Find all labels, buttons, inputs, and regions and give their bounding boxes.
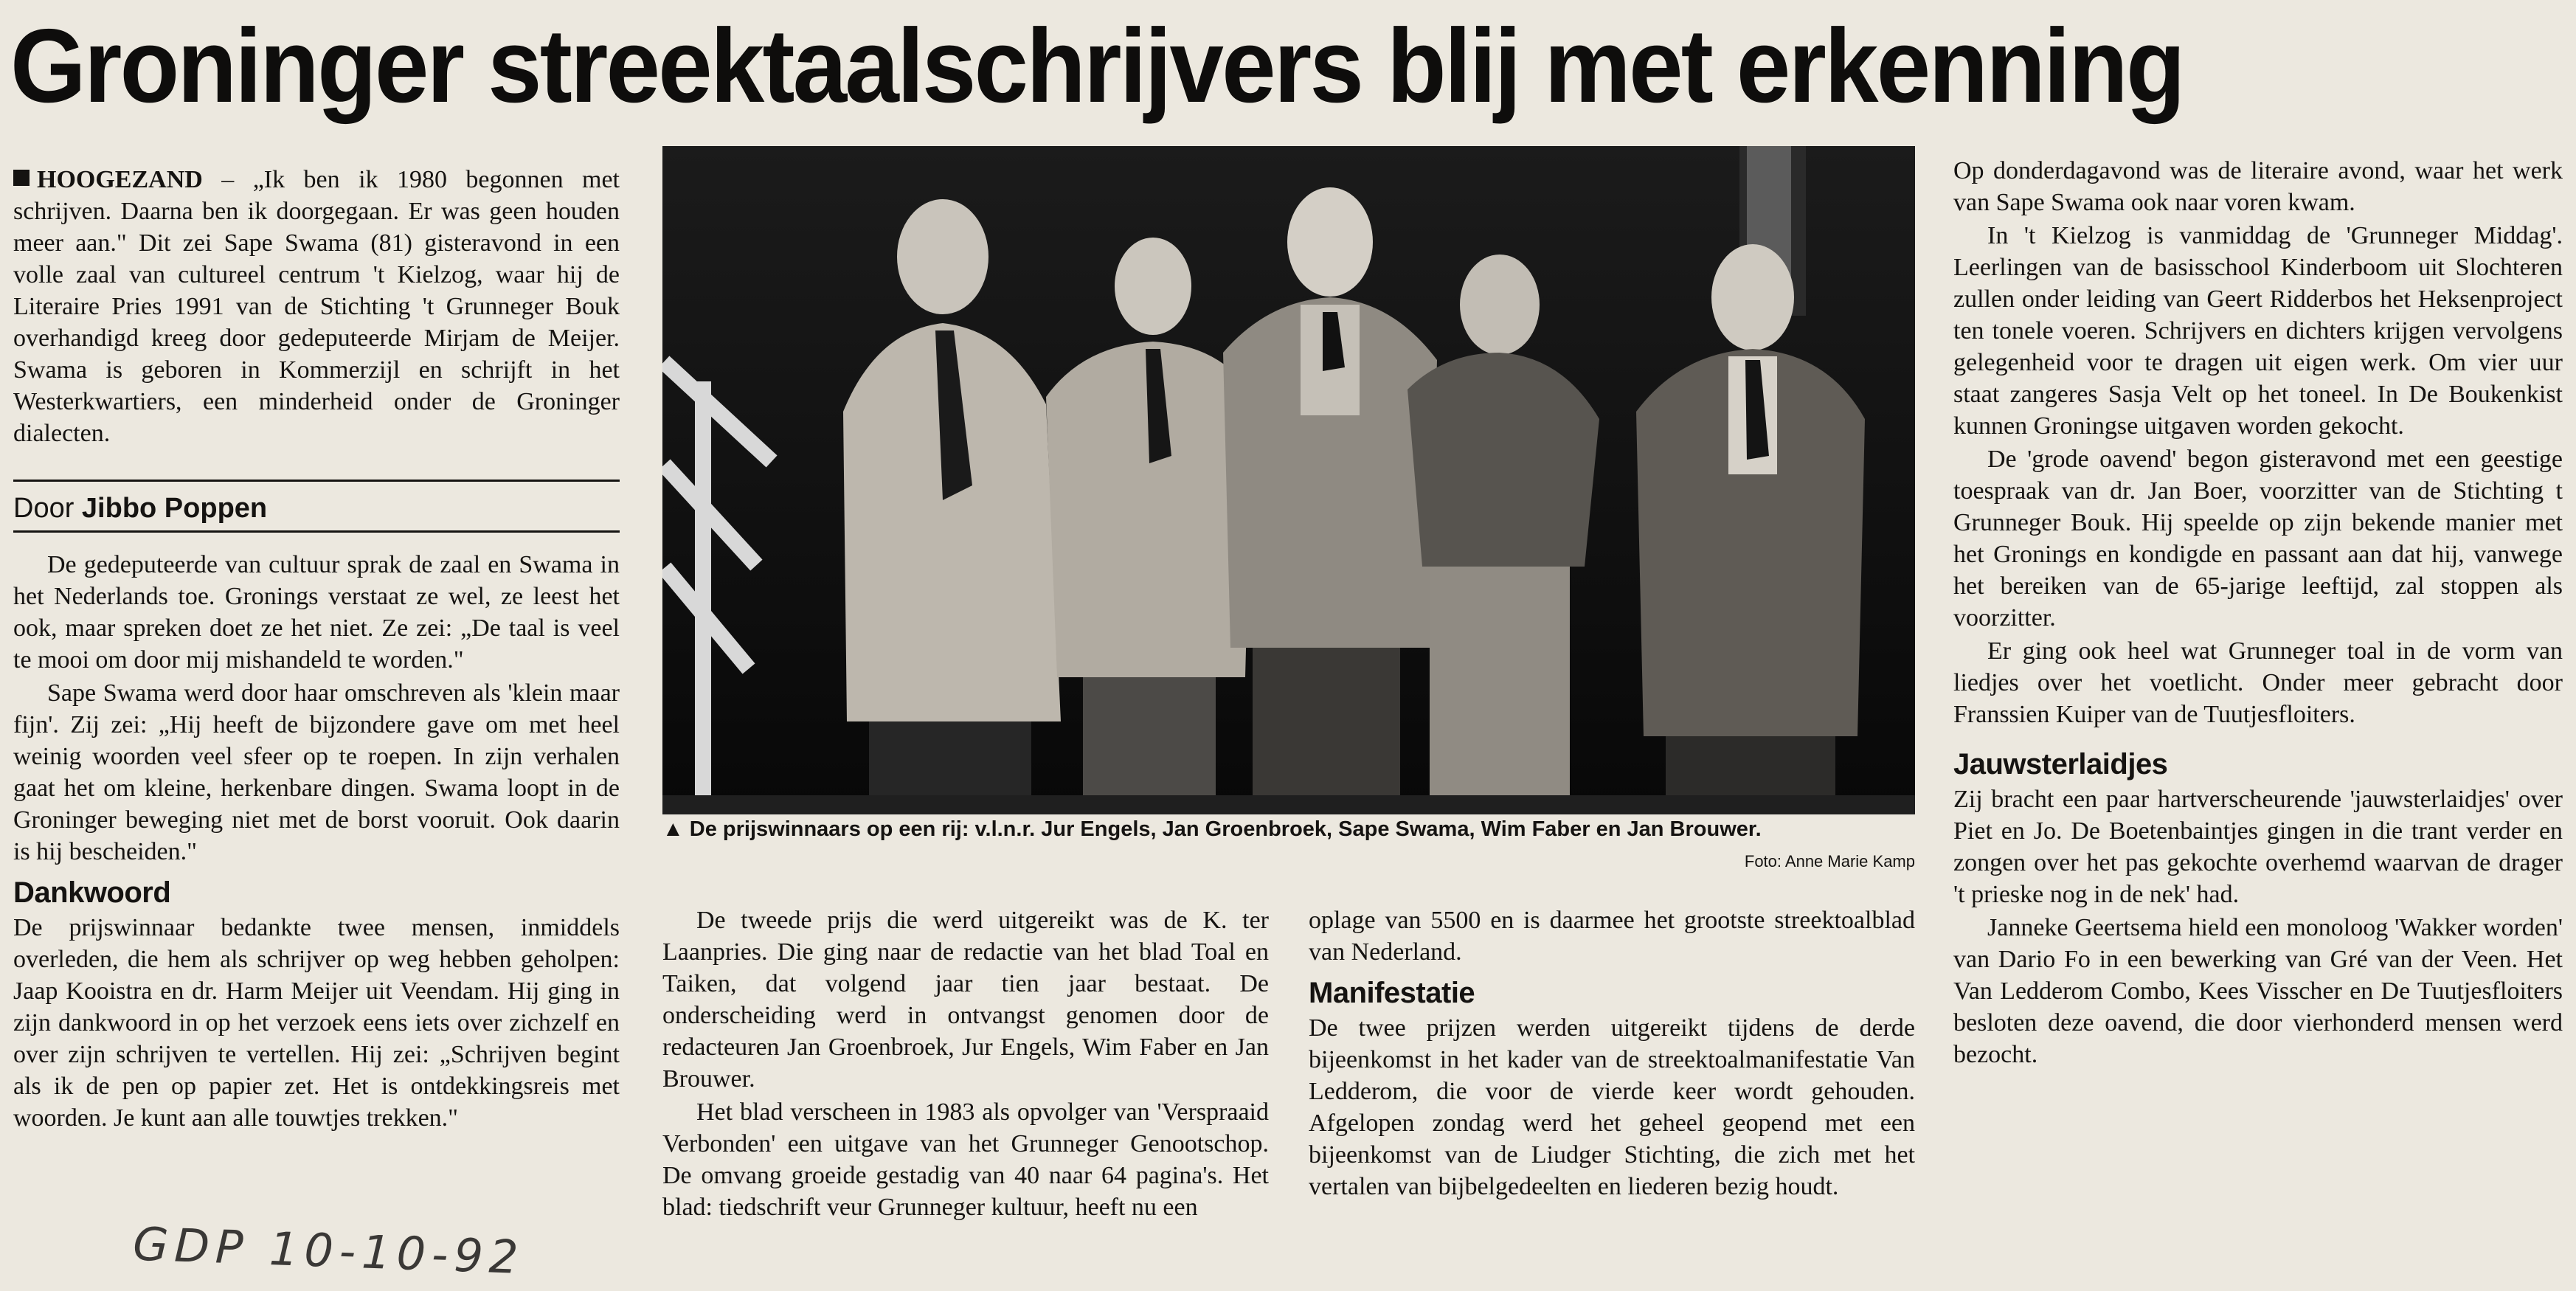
paragraph: In 't Kielzog is vanmiddag de 'Grunneger Middag'. Leerlingen van de basisschool Kinderboom uit Slochteren zullen onder leiding van Geert Ridderbos het Heksenproject ten tonele voeren. Schrijvers en dichters krijgen vervolgens gelegenheid voor te dragen uit eigen werk. Om vier uur staat zangeres Sasja Velt op het toneel. In De Boukenkist kunnen Groningse uitgaven worden gekocht. [1953, 222, 2563, 440]
photo-caption [662, 814, 1915, 878]
paragraph: De tweede prijs die werd uitgereikt was de K. ter Laanpries. Die ging naar de redactie van het blad Toal en Taiken, dat volgend jaar tien jaar bestaat. De onderscheiding werd in ontvangst genomen door de redacteuren Jan Groenbroek, Jur Engels, Wim Faber en Jan Brouwer. [662, 907, 1269, 1093]
subheading-jauwsterlaidjes: Jauwsterlaidjes [1953, 748, 2168, 781]
paragraph: Er ging ook heel wat Grunneger toal in de vorm van liedjes over het voetlicht. Onder meer gebracht door Franssien Kuiper van de Tuutjesfloiters. [1953, 637, 2563, 728]
paragraph: Op donderdagavond was de literaire avond, waar het werk van Sape Swama ook naar voren kwam. [1953, 157, 2563, 216]
dateline: HOOGEZAND [37, 166, 203, 193]
paragraph: Sape Swama werd door haar omschreven als 'klein maar fijn'. Zij zei: „Hij heeft de bijzondere gave om met heel weinig woorden veel sfeer op te roepen. In zijn verhalen gaat het om kleine, herkenbare dingen. Swama loopt in de Groninger beweging niet met de borst vooruit. Ook daarin is hij bescheiden." [13, 679, 620, 865]
intro-text: – „Ik ben ik 1980 begonnen met schrijven. Daarna ben ik doorgegaan. Er was geen houden meer aan." Dit zei Sape Swama (81) gisteravond in een volle zaal van cultureel centrum 't Kielzog, waar hij de Literaire Pries 1991 van de Stichting 't Grunneger Bouk overhandigd kreeg door gedeputeerde Mirjam de Meijer. Swama is geboren in Kommerzijl en schrijft in het Westerkwartiers, een minderheid onder de Groninger dialecten. [13, 166, 620, 447]
column-1-body [13, 549, 620, 1220]
column-4 [1953, 155, 2563, 1225]
byline-prefix: Door [13, 493, 82, 524]
photo-credit: Foto: Anne Marie Kamp [1744, 852, 1915, 871]
paragraph: De prijswinnaar bedankte twee mensen, inmiddels overleden, die hem als schrijver op weg hebben geholpen: Jaap Kooistra en dr. Harm Meijer uit Veendam. Hij ging in zijn dankwoord in op het verzoek eens iets over zichzelf en over zijn schrijven te vertellen. Hij zei: „Schrijven begint als ik de pen op papier zet. Het is ontdekkingsreis met woorden. Je kunt aan alle touwtjes trekken." [13, 914, 620, 1132]
byline-author: Jibbo Poppen [81, 493, 268, 524]
group-photo [662, 146, 1915, 814]
paragraph: De twee prijzen werden uitgereikt tijdens de derde bijeenkomst in het kader van de streektoalmanifestatie Van Ledderom, die voor de vierde keer wordt gehouden. Afgelopen zondag werd het geheel geopend met een bijeenkomst van de Liudger Stichting, die zich met het vertalen van bijbelgedeelten en liederen bezig houdt. [1309, 1014, 1915, 1200]
headline: Groninger streektaalschrijvers blij met erkenning [10, 7, 2184, 125]
paragraph: De 'grode oavend' begon gisteravond met een geestige toespraak van dr. Jan Boer, voorzitter van de Stichting t Grunneger Bouk. Hij speelde op zijn bekende manier met het Gronings en kondigde en passant aan dat hij, vanwege het bereiken van de 65-jarige leeftijd, zal stoppen als voorzitter. [1953, 446, 2563, 631]
intro-paragraph [13, 164, 620, 449]
paragraph: De gedeputeerde van cultuur sprak de zaal en Swama in het Nederlands toe. Gronings verstaat ze wel, ze leest het ook, maar spreken doet ze het niet. Ze zei: „De taal is veel te mooi om door mij mishandeld te worden." [13, 551, 620, 674]
paragraph: oplage van 5500 en is daarmee het grootste streektoalblad van Nederland. [1309, 907, 1915, 966]
paragraph: Zij bracht een paar hartverscheurende 'jauwsterlaidjes' over Piet en Jo. De Boetenbaintjes gingen in die trant verder en zongen over het pas gekochte overhemd waarvan de drager 't prieske nog in de nek' had. [1953, 786, 2563, 908]
subheading-dankwoord: Dankwoord [13, 876, 171, 909]
paragraph: Het blad verscheen in 1983 als opvolger van 'Verspraaid Verbonden' een uitgave van het Grunneger Genootschop. De omvang groeide gestadig van 40 naar 64 pagina's. Het blad: tiedschrift veur Grunneger kultuur, heeft nu een [662, 1098, 1269, 1221]
column-2 [662, 904, 1269, 1222]
subheading-manifestatie: Manifestatie [1309, 977, 1475, 1009]
paragraph: Janneke Geertsema hield een monoloog 'Wakker worden' van Dario Fo in een bewerking van Gré van der Veen. Het Van Ledderom Combo, Kees Visscher en De Tuutjesfloiters besloten deze oavend, die door vierhonderd mensen werd bezocht. [1953, 914, 2563, 1068]
dateline-square-icon [13, 170, 30, 186]
caption-text: ▲ De prijswinnaars op een rij: v.l.n.r. Jur Engels, Jan Groenbroek, Sape Swama, Wim Faber en Jan Brouwer. [662, 817, 1762, 841]
column-3 [1309, 904, 1915, 1222]
photo-illustration [662, 146, 1915, 814]
handwritten-source-date: GDP 10-10-92 [132, 1216, 525, 1285]
column-1-intro [13, 164, 620, 474]
byline [13, 480, 620, 533]
